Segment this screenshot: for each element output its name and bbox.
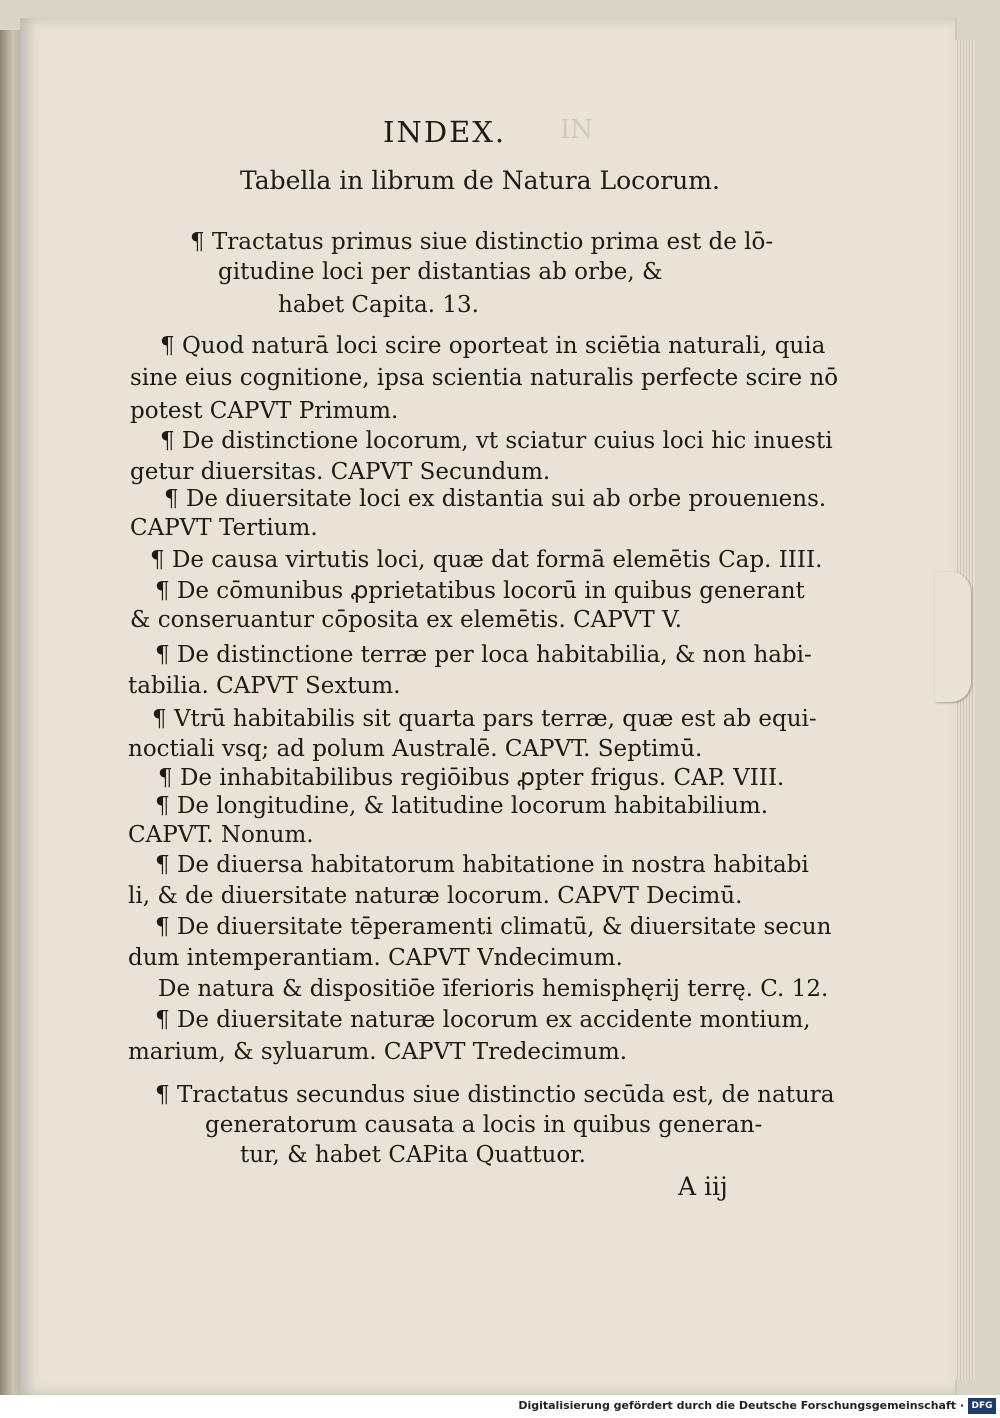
index-line: De natura & dispositiōe īferioris hemisphęrij terrę. C. 12.: [158, 976, 829, 1002]
signature-mark: A iij: [678, 1172, 728, 1201]
index-line: gitudine loci per distantias ab orbe, &: [218, 259, 663, 285]
index-line: ¶ De causa virtutis loci, quæ dat formā elemētis Cap. IIII.: [150, 547, 823, 573]
index-line: ¶ De diuersa habitatorum habitatione in nostra habitabi: [155, 852, 809, 878]
index-line: ¶ De longitudine, & latitudine locorum habitabilium.: [155, 793, 769, 819]
index-line: ¶ De distinctione locorum, vt sciatur cuius loci hic inuesti: [160, 428, 833, 454]
page-stack-edge: [955, 40, 975, 1380]
index-line: CAPVT. Nonum.: [128, 822, 314, 848]
bookmark-tab: [935, 572, 971, 702]
index-line: ¶ De diuersitate naturæ locorum ex accidente montium,: [155, 1007, 811, 1033]
footer-credit: Digitalisierung gefördert durch die Deutsche Forschungsgemeinschaft ·: [518, 1399, 964, 1412]
index-line: ¶ De diuersitate tēperamenti climatū, & diuersitate secun: [155, 914, 832, 940]
index-line: generatorum causata a locis in quibus generan-: [205, 1112, 763, 1138]
running-head: INDEX.: [383, 115, 507, 149]
index-subtitle: Tabella in librum de Natura Locorum.: [240, 166, 720, 195]
index-line: tabilia. CAPVT Sextum.: [128, 673, 401, 699]
show-through-text: IN: [560, 115, 594, 145]
index-line: & conseruantur cōposita ex elemētis. CAPVT V.: [130, 607, 682, 633]
index-line: ¶ De inhabitabilibus regiōibus ꝓpter frigus. CAP. VIII.: [158, 765, 785, 791]
index-line: getur diuersitas. CAPVT Secundum.: [130, 459, 551, 485]
index-line: habet Capita. 13.: [278, 292, 479, 318]
dfg-logo: DFG: [968, 1398, 996, 1414]
index-line: CAPVT Tertium.: [130, 515, 318, 541]
index-line: marium, & syluarum. CAPVT Tredecimum.: [128, 1039, 628, 1065]
index-line: ¶ De distinctione terræ per loca habitabilia, & non habi-: [155, 642, 812, 668]
index-line: ¶ Tractatus secundus siue distinctio secūda est, de natura: [155, 1082, 835, 1108]
index-line: noctiali vsq; ad polum Australē. CAPVT. Septimū.: [128, 736, 703, 762]
index-line: li, & de diuersitate naturæ locorum. CAPVT Decimū.: [128, 883, 743, 909]
index-line: ¶ Tractatus primus siue distinctio prima est de lō-: [190, 229, 774, 255]
index-line: ¶ Quod naturā loci scire oporteat in sciētia naturali, quia: [160, 333, 826, 359]
index-line: sine eius cognitione, ipsa scientia naturalis perfecte scire nō: [130, 365, 839, 391]
footer-bar: [0, 1395, 1000, 1418]
book-spine-edge: [0, 30, 22, 1395]
index-line: dum intemperantiam. CAPVT Vndecimum.: [128, 945, 623, 971]
index-line: potest CAPVT Primum.: [130, 398, 399, 424]
index-line: ¶ Vtrū habitabilis sit quarta pars terræ, quæ est ab equi-: [152, 706, 817, 732]
index-line: ¶ De cōmunibus ꝓprietatibus locorū in quibus generant: [155, 578, 805, 604]
index-line: ¶ De diuersitate loci ex distantia sui ab orbe prouenıens.: [164, 486, 827, 512]
index-line: tur, & habet CAPita Quattuor.: [240, 1142, 586, 1168]
